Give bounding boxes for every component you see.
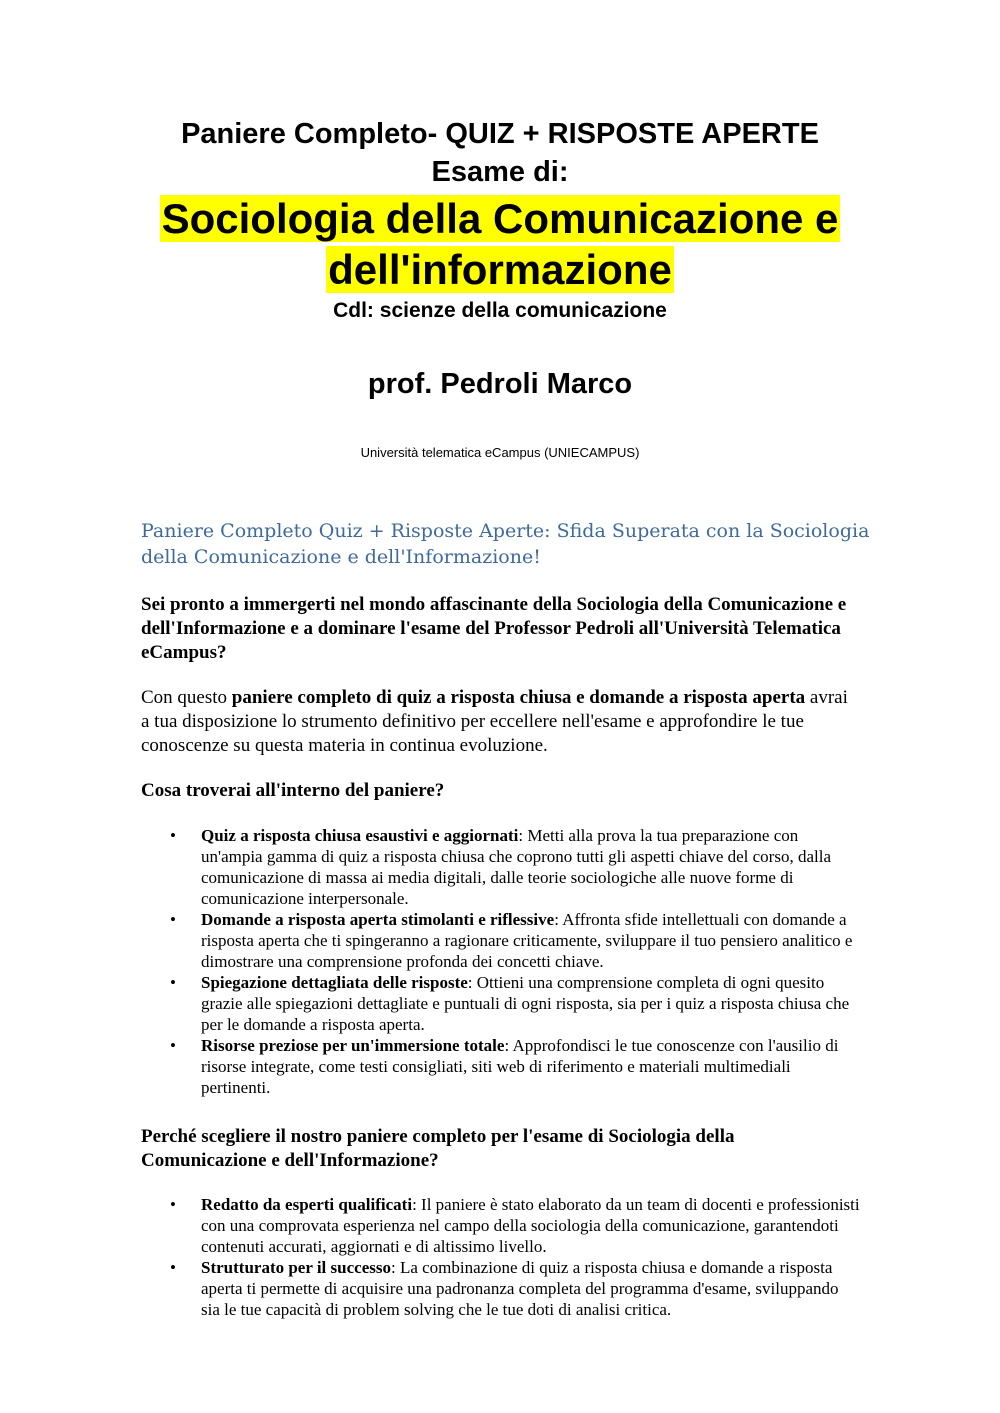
bullet-icon: •	[170, 910, 176, 929]
bullet-icon: •	[170, 1036, 176, 1055]
list-item-text: : Il paniere è stato elaborato da un team di docenti e professionisti con una comprovata esperienza nel campo della sociologia della comunicazione, garantendoti contenuti accurati, aggiornati e di altissimo livello.	[201, 1195, 860, 1256]
paragraph-prefix: Con questo	[141, 687, 232, 708]
section-2-title: Perché scegliere il nostro paniere completo per l'esame di Sociologia della Comunicazione e dell'Informazione?	[141, 1126, 735, 1171]
subject-highlight-1: Sociologia della Comunicazione e	[161, 195, 839, 242]
list-item-bold: Redatto da esperti qualificati	[201, 1195, 413, 1214]
list-item-text: : Approfondisci le tue conoscenze con l'ausilio di risorse integrate, come testi consigliati, siti web di riferimento e materiali multimediali pertinenti.	[201, 1036, 839, 1097]
subject-title-line-1	[0, 194, 1000, 244]
list-item-text: : Affronta sfide intellettuali con domande a risposta aperta che ti spingeranno a ragionare criticamente, sviluppare il tuo pensiero analitico e dimostrare una comprensione profonda dei concetti chiave.	[201, 910, 853, 971]
professor-name: prof. Pedroli Marco	[367, 368, 633, 400]
list-item-bold: Risorse preziose per un'immersione totale	[201, 1036, 505, 1055]
list-item-bold: Domande a risposta aperta stimolanti e riflessive	[201, 910, 555, 929]
section-2-list	[141, 1194, 861, 1320]
title-line-2: Esame di:	[431, 156, 569, 188]
list-item	[141, 825, 861, 909]
list-item-text: : Metti alla prova la tua preparazione con un'ampia gamma di quiz a risposta chiusa che coprono tutti gli aspetti chiave del corso, dalla comunicazione di massa ai media digitali, dalle teorie sociologiche alle nuove forme di comunicazione interpersonale.	[201, 826, 831, 908]
list-item	[141, 909, 861, 972]
title-line-1: Paniere Completo- QUIZ + RISPOSTE APERTE	[181, 118, 819, 150]
bullet-icon: •	[170, 1195, 176, 1214]
course-label: Cdl: scienze della comunicazione	[333, 299, 667, 322]
list-item-text: : Ottieni una comprensione completa di ogni quesito grazie alle spiegazioni dettagliate e puntuali di ogni risposta, sia per i quiz a risposta chiusa che per le domande a risposta aperta.	[201, 973, 850, 1034]
section-1-list	[141, 825, 861, 1098]
section-1-title: Cosa troverai all'interno del paniere?	[141, 780, 445, 801]
list-item-text: : La combinazione di quiz a risposta chiusa e domande a risposta aperta ti permette di acquisire una padronanza completa del programma d'esame, sviluppando sia le tue capacità di problem solving che le tue doti di analisi critica.	[201, 1258, 839, 1319]
list-item-bold: Spiegazione dettagliata delle risposte	[201, 973, 468, 992]
list-item	[141, 1194, 861, 1257]
list-item	[141, 1257, 861, 1320]
list-item-bold: Quiz a risposta chiusa esaustivi e aggiornati	[201, 826, 519, 845]
paragraph-suffix: avrai a tua disposizione lo strumento definitivo per eccellere nell'esame e approfondire le tue conoscenze su questa materia in continua evoluzione.	[141, 687, 848, 756]
list-item-bold: Strutturato per il successo	[201, 1258, 391, 1277]
bullet-icon: •	[170, 826, 176, 845]
intro-paragraph: Sei pronto a immergerti nel mondo affascinante della Sociologia della Comunicazione e dell'Informazione e a dominare l'esame del Professor Pedroli all'Università Telematica eCampus?	[141, 594, 847, 663]
paragraph-bold: paniere completo di quiz a risposta chiusa e domande a risposta aperta	[231, 687, 806, 708]
document-subheading: Paniere Completo Quiz + Risposte Aperte: Sfida Superata con la Sociologia della Comunicazione e dell'Informazione!	[141, 520, 870, 568]
subject-highlight-2: dell'informazione	[328, 246, 672, 293]
bullet-icon: •	[170, 1258, 176, 1277]
description-paragraph	[141, 686, 861, 758]
subject-title-line-2	[0, 245, 1000, 295]
list-item	[141, 972, 861, 1035]
list-item	[141, 1035, 861, 1098]
university-name: Università telematica eCampus (UNIECAMPUS)	[360, 445, 640, 460]
bullet-icon: •	[170, 973, 176, 992]
